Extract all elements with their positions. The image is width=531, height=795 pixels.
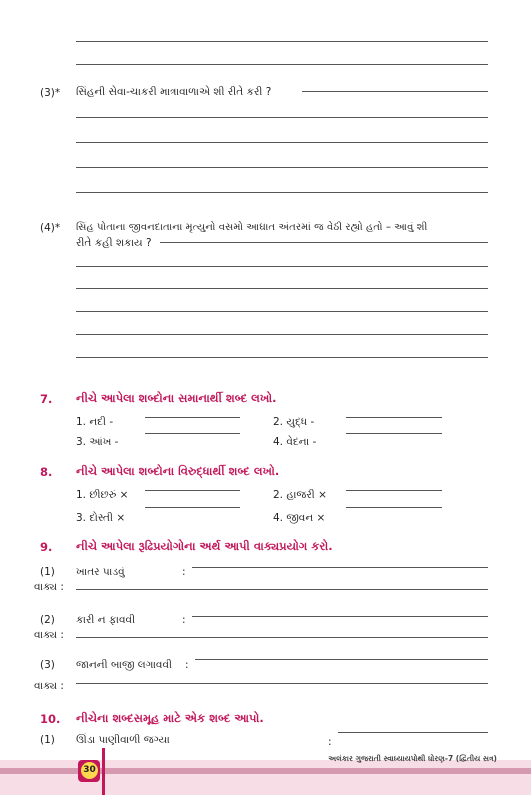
answer-line (76, 589, 488, 590)
answer-line (76, 167, 488, 168)
sentence-label: વાક્ય : (34, 581, 64, 593)
question-number: (3)* (40, 87, 61, 99)
answer-line (76, 637, 488, 638)
answer-line (338, 732, 488, 733)
answer-line (346, 507, 442, 508)
section-number: 10. (40, 712, 61, 726)
page-number: 30 (81, 762, 98, 779)
word-item: 1. નદી - (76, 416, 114, 428)
answer-line (76, 357, 488, 358)
answer-line (302, 91, 488, 92)
answer-line (346, 433, 442, 434)
answer-line (145, 507, 240, 508)
idiom-colon: : (182, 614, 186, 626)
answer-line (192, 567, 488, 568)
answer-line (76, 288, 488, 289)
word-item: 3. આંખ - (76, 436, 119, 448)
phrase-colon: : (328, 736, 332, 748)
question-text: સિંહની સેવા-ચાકરી માત્રાવાળાએ શી રીતે કરી ? (76, 86, 272, 98)
answer-line (76, 192, 488, 193)
item-number: (1) (40, 566, 55, 578)
section-title: નીચે આપેલા રૂઢિપ્રયોગોના અર્થ આપી વાક્યપ્રયોગ કરો. (76, 539, 333, 553)
answer-line (76, 142, 488, 143)
question-text-line2: રીતે કહી શકાય ? (76, 237, 152, 249)
word-item: 3. દોસ્તી × (76, 512, 126, 524)
sentence-label: વાક્ય : (34, 629, 64, 641)
item-number: (2) (40, 614, 55, 626)
answer-line (76, 41, 488, 42)
question-text-line1: સિંહ પોતાના જીવનદાતાના મૃત્યુનો વસમો આઘાત અંતરમાં જ વેઠી રહ્યો હતો – આવું શી (76, 222, 428, 233)
answer-line (160, 242, 488, 243)
phrase-label: ઊંડા પાણીવાળી જગ્યા (76, 734, 170, 746)
answer-line (145, 490, 240, 491)
answer-line (76, 266, 488, 267)
item-number: (3) (40, 659, 55, 671)
word-item: 4. વેદના - (273, 436, 317, 448)
answer-line (346, 490, 442, 491)
word-item: 1. છીછરું × (76, 489, 129, 501)
section-title: નીચેના શબ્દસમૂહ માટે એક શબ્દ આપો. (76, 711, 264, 725)
word-item: 4. જીવન × (273, 512, 326, 524)
item-number: (1) (40, 734, 55, 746)
answer-line (76, 64, 488, 65)
footer-divider (102, 748, 105, 795)
idiom-colon: : (182, 566, 186, 578)
answer-line (195, 659, 488, 660)
section-number: 9. (40, 540, 53, 554)
section-number: 8. (40, 465, 53, 479)
section-title: નીચે આપેલા શબ્દોના વિરુદ્ધાર્થી શબ્દ લખો. (76, 464, 280, 478)
answer-line (145, 433, 240, 434)
idiom-label: જાનની બાજી લગાવવી (76, 659, 173, 671)
answer-line (76, 334, 488, 335)
sentence-label: વાક્ય : (34, 680, 64, 692)
idiom-label: કારી ન ફાવવી (76, 614, 136, 626)
answer-line (76, 683, 488, 684)
question-number: (4)* (40, 222, 61, 234)
word-item: 2. યુદ્ધ - (273, 416, 315, 428)
answer-line (76, 311, 488, 312)
section-number: 7. (40, 392, 53, 406)
answer-line (76, 117, 488, 118)
answer-line (192, 616, 488, 617)
book-title: અલંકાર ગુજરાતી સ્વાધ્યાયપોથી ધોરણ-7 (દ્વિતીય સત્ર) (328, 754, 497, 763)
idiom-colon: : (185, 659, 189, 671)
word-item: 2. હાજરી × (273, 489, 327, 501)
section-title: નીચે આપેલા શબ્દોના સમાનાર્થી શબ્દ લખો. (76, 391, 277, 405)
answer-line (145, 417, 240, 418)
idiom-label: ખાતર પાડવું (76, 566, 125, 578)
answer-line (346, 417, 442, 418)
